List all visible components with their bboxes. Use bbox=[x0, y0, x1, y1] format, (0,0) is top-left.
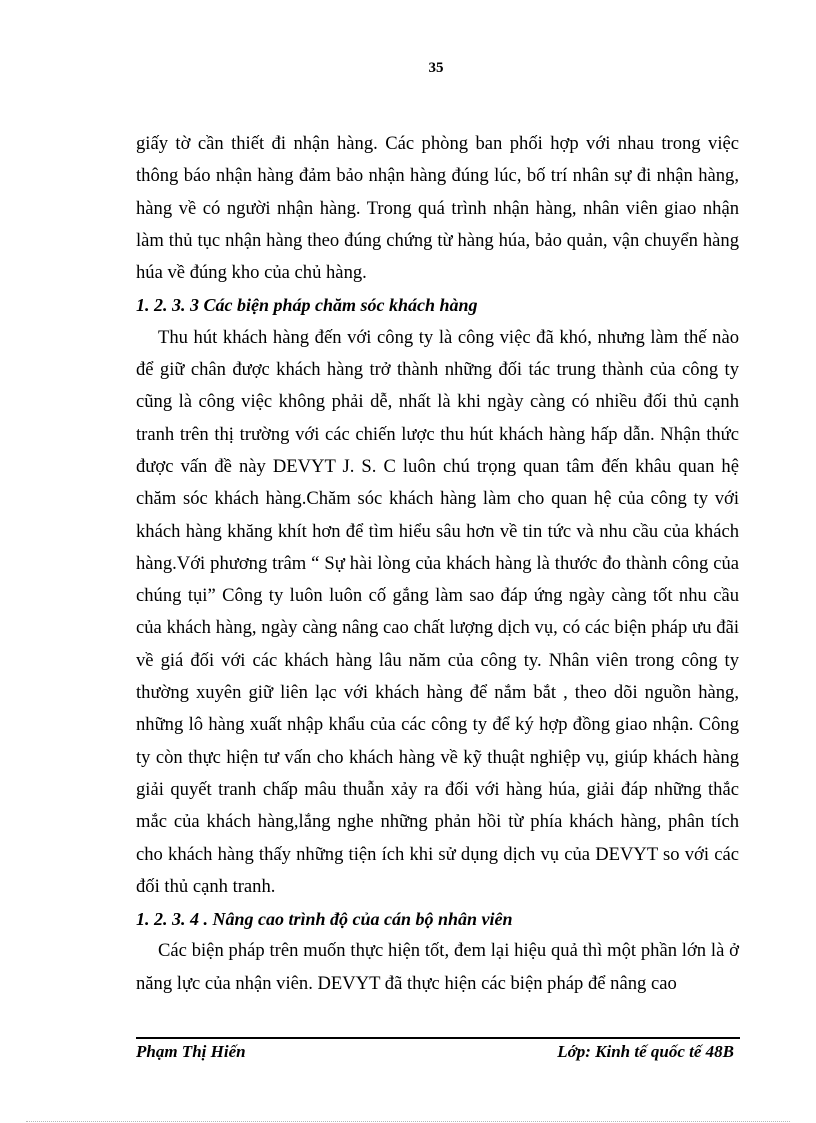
paragraph-staff-training: Các biện pháp trên muốn thực hiện tốt, đem lại hiệu quả thì một phần lớn là ở năng lực của nhận viên. DEVYT đã thực hiện các biện pháp để nâng cao bbox=[136, 940, 739, 994]
section-heading-staff-training: 1. 2. 3. 4 . Nâng cao trình độ của cán bộ nhân viên bbox=[136, 909, 513, 930]
page-number: 35 bbox=[428, 60, 444, 76]
paragraph-receiving-goods: giấy tờ cần thiết đi nhận hàng. Các phòng ban phối hợp với nhau trong việc thông báo nhận hàng đảm bảo nhận hàng đúng lúc, bố trí nhân sự đi nhận hàng, hàng về có người nhận hàng. Trong quá trình nhận hàng, nhân viên giao nhận làm thủ tục nhận hàng theo đúng chứng từ hàng húa, bảo quản, vận chuyển hàng húa về đúng kho của chủ hàng. bbox=[136, 133, 739, 284]
page-bottom-border bbox=[26, 1121, 790, 1122]
footer-divider bbox=[136, 1037, 740, 1039]
document-body bbox=[136, 128, 739, 1000]
footer-class: Lớp: Kinh tế quốc tế 48B bbox=[557, 1042, 734, 1061]
section-heading-customer-care: 1. 2. 3. 3 Các biện pháp chăm sóc khách hàng bbox=[136, 295, 478, 316]
footer-author: Phạm Thị Hiến bbox=[136, 1042, 246, 1061]
paragraph-customer-care: Thu hút khách hàng đến với công ty là công việc đã khó, nhưng làm thế nào để giữ chân được khách hàng trở thành những đối tác trung thành của công ty cũng là công việc không phải dễ, nhất là khi ngày càng có nhiều đối thủ cạnh tranh trên thị trường với các chiến lược thu hút khách hàng hấp dẫn. Nhận thức được vấn đề này DEVYT J. S. C luôn chú trọng quan tâm đến khâu quan hệ chăm sóc khách hàng.Chăm sóc khách hàng làm cho quan hệ của công ty với khách hàng khăng khít hơn để tìm hiểu sâu hơn về tin tức và nhu cầu của khách hàng.Với phương trâm “ Sự hài lòng của khách hàng là thước đo thành công của chúng tụi” Công ty luôn luôn cố gắng làm sao đáp ứng ngày càng tốt nhu cầu của khách hàng, ngày càng nâng cao chất lượng dịch vụ, có các biện pháp ưu đãi về giá đối với các khách hàng lâu năm của công ty. Nhân viên trong công ty thường xuyên giữ liên lạc với khách hàng để nắm bắt , theo dõi nguồn hàng, những lô hàng xuất nhập khẩu của các công ty để ký hợp đồng giao nhận. Công ty còn thực hiện tư vấn cho khách hàng về kỹ thuật nghiệp vụ, giúp khách hàng giải quyết tranh chấp mâu thuẫn xảy ra đối với hàng húa, giải đáp những thắc mắc của khách hàng,lắng nghe những phản hồi từ phía khách hàng, phân tích cho khách hàng thấy những tiện ích khi sử dụng dịch vụ của DEVYT so với các đối thủ cạnh tranh. bbox=[136, 326, 739, 897]
